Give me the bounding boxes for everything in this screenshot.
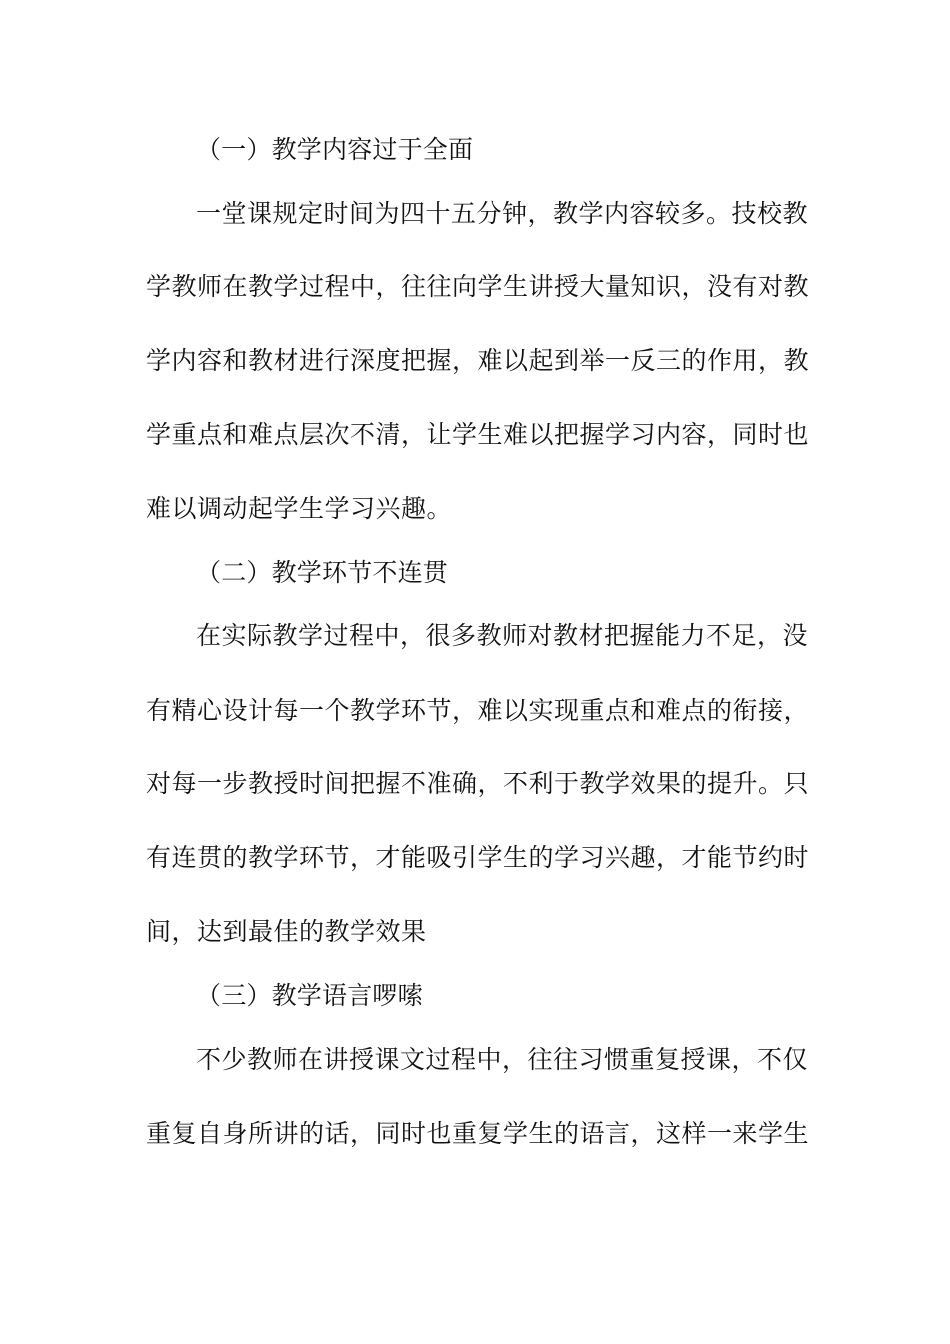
- section-heading-1: （一）教学内容过于全面: [196, 135, 474, 164]
- paragraph-line: 有精心设计每一个教学环节，难以实现重点和难点的衔接，: [146, 696, 810, 725]
- paragraph-line: 有连贯的教学环节，才能吸引学生的学习兴趣，才能节约时: [146, 843, 810, 872]
- paragraph-line: 一堂课规定时间为四十五分钟，教学内容较多。技校教: [196, 199, 809, 228]
- paragraph-line: 重复自身所讲的话，同时也重复学生的语言，这样一来学生: [146, 1119, 810, 1148]
- paragraph-line: 学教师在教学过程中，往往向学生讲授大量知识，没有对教: [146, 272, 810, 301]
- paragraph-line: 对每一步教授时间把握不准确，不利于教学效果的提升。只: [146, 769, 810, 798]
- paragraph-line: 学重点和难点层次不清，让学生难以把握学习内容，同时也: [146, 420, 810, 449]
- paragraph-line: 难以调动起学生学习兴趣。: [146, 494, 453, 523]
- paragraph-line: 间，达到最佳的教学效果: [146, 917, 427, 946]
- paragraph-line: 不少教师在讲授课文过程中，往往习惯重复授课，不仅: [196, 1045, 809, 1074]
- paragraph-line: 在实际教学过程中，很多教师对教材把握能力不足，没: [196, 621, 809, 650]
- section-heading-3: （三）教学语言啰嗦: [196, 981, 423, 1010]
- paragraph-line: 学内容和教材进行深度把握，难以起到举一反三的作用，教: [146, 346, 810, 375]
- section-heading-2: （二）教学环节不连贯: [196, 558, 449, 587]
